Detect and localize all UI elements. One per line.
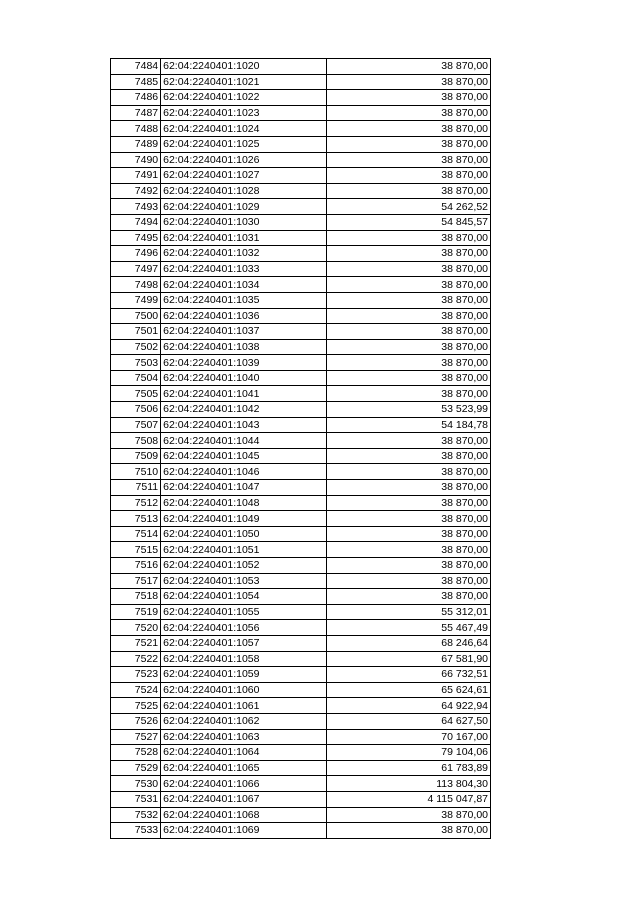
row-number-cell: 7509: [111, 448, 161, 464]
table-row: [111, 355, 491, 371]
cadastral-value-cell: 53 523,99: [326, 402, 490, 418]
cadastral-number-cell: 62:04:2240401:1026: [161, 152, 326, 168]
table-row: [111, 214, 491, 230]
cadastral-value-cell: 38 870,00: [326, 324, 490, 340]
cadastral-value-cell: 38 870,00: [326, 511, 490, 527]
cadastral-number-cell: 62:04:2240401:1033: [161, 261, 326, 277]
row-number-cell: 7531: [111, 791, 161, 807]
cadastral-number-cell: 62:04:2240401:1023: [161, 105, 326, 121]
table-row: [111, 277, 491, 293]
row-number-cell: 7527: [111, 729, 161, 745]
table-row: [111, 308, 491, 324]
row-number-cell: 7497: [111, 261, 161, 277]
cadastral-value-cell: 113 804,30: [326, 776, 490, 792]
cadastral-value-cell: 38 870,00: [326, 433, 490, 449]
row-number-cell: 7533: [111, 823, 161, 839]
row-number-cell: 7499: [111, 292, 161, 308]
cadastral-value-cell: 38 870,00: [326, 230, 490, 246]
cadastral-number-cell: 62:04:2240401:1054: [161, 589, 326, 605]
cadastral-value-cell: 65 624,61: [326, 682, 490, 698]
table-row: [111, 823, 491, 839]
row-number-cell: 7532: [111, 807, 161, 823]
cadastral-number-cell: 62:04:2240401:1062: [161, 713, 326, 729]
cadastral-number-cell: 62:04:2240401:1028: [161, 183, 326, 199]
cadastral-value-cell: 38 870,00: [326, 464, 490, 480]
cadastral-number-cell: 62:04:2240401:1046: [161, 464, 326, 480]
table-row: [111, 651, 491, 667]
table-row: [111, 495, 491, 511]
table-row: [111, 635, 491, 651]
row-number-cell: 7526: [111, 713, 161, 729]
table-row: [111, 261, 491, 277]
cadastral-number-cell: 62:04:2240401:1042: [161, 402, 326, 418]
row-number-cell: 7504: [111, 370, 161, 386]
cadastral-value-cell: 54 262,52: [326, 199, 490, 215]
row-number-cell: 7523: [111, 667, 161, 683]
cadastral-value-cell: 38 870,00: [326, 121, 490, 137]
row-number-cell: 7522: [111, 651, 161, 667]
cadastral-value-cell: 55 467,49: [326, 620, 490, 636]
table-row: [111, 729, 491, 745]
row-number-cell: 7508: [111, 433, 161, 449]
cadastral-number-cell: 62:04:2240401:1064: [161, 745, 326, 761]
row-number-cell: 7521: [111, 635, 161, 651]
cadastral-value-cell: 38 870,00: [326, 105, 490, 121]
cadastral-value-cell: 61 783,89: [326, 760, 490, 776]
cadastral-number-cell: 62:04:2240401:1061: [161, 698, 326, 714]
table-row: [111, 370, 491, 386]
cadastral-value-cell: 38 870,00: [326, 74, 490, 90]
table-row: [111, 105, 491, 121]
cadastral-value-cell: 38 870,00: [326, 823, 490, 839]
table-row: [111, 807, 491, 823]
table-row: [111, 776, 491, 792]
row-number-cell: 7490: [111, 152, 161, 168]
cadastral-number-cell: 62:04:2240401:1039: [161, 355, 326, 371]
cadastral-value-cell: 38 870,00: [326, 589, 490, 605]
row-number-cell: 7505: [111, 386, 161, 402]
cadastral-number-cell: 62:04:2240401:1057: [161, 635, 326, 651]
table-row: [111, 480, 491, 496]
row-number-cell: 7507: [111, 417, 161, 433]
row-number-cell: 7530: [111, 776, 161, 792]
row-number-cell: 7488: [111, 121, 161, 137]
table-row: [111, 745, 491, 761]
cadastral-value-cell: 38 870,00: [326, 558, 490, 574]
cadastral-number-cell: 62:04:2240401:1036: [161, 308, 326, 324]
table-row: [111, 433, 491, 449]
row-number-cell: 7528: [111, 745, 161, 761]
row-number-cell: 7487: [111, 105, 161, 121]
cadastral-number-cell: 62:04:2240401:1030: [161, 214, 326, 230]
cadastral-number-cell: 62:04:2240401:1059: [161, 667, 326, 683]
table-row: [111, 713, 491, 729]
table-row: [111, 339, 491, 355]
cadastral-value-cell: 38 870,00: [326, 152, 490, 168]
cadastral-number-cell: 62:04:2240401:1050: [161, 526, 326, 542]
cadastral-number-cell: 62:04:2240401:1058: [161, 651, 326, 667]
row-number-cell: 7501: [111, 324, 161, 340]
table-row: [111, 511, 491, 527]
row-number-cell: 7496: [111, 246, 161, 262]
row-number-cell: 7524: [111, 682, 161, 698]
table-row: [111, 74, 491, 90]
table-row: [111, 90, 491, 106]
cadastral-value-cell: 70 167,00: [326, 729, 490, 745]
cadastral-number-cell: 62:04:2240401:1066: [161, 776, 326, 792]
cadastral-value-table: [110, 58, 491, 839]
row-number-cell: 7510: [111, 464, 161, 480]
cadastral-value-cell: 38 870,00: [326, 246, 490, 262]
cadastral-number-cell: 62:04:2240401:1043: [161, 417, 326, 433]
cadastral-value-cell: 38 870,00: [326, 807, 490, 823]
cadastral-number-cell: 62:04:2240401:1029: [161, 199, 326, 215]
cadastral-number-cell: 62:04:2240401:1053: [161, 573, 326, 589]
cadastral-value-cell: 4 115 047,87: [326, 791, 490, 807]
cadastral-value-cell: 38 870,00: [326, 308, 490, 324]
cadastral-value-cell: 38 870,00: [326, 168, 490, 184]
row-number-cell: 7498: [111, 277, 161, 293]
row-number-cell: 7491: [111, 168, 161, 184]
table-row: [111, 246, 491, 262]
row-number-cell: 7502: [111, 339, 161, 355]
cadastral-value-cell: 67 581,90: [326, 651, 490, 667]
table-row: [111, 526, 491, 542]
cadastral-number-cell: 62:04:2240401:1055: [161, 604, 326, 620]
cadastral-number-cell: 62:04:2240401:1022: [161, 90, 326, 106]
cadastral-value-cell: 38 870,00: [326, 277, 490, 293]
cadastral-value-cell: 38 870,00: [326, 183, 490, 199]
cadastral-number-cell: 62:04:2240401:1038: [161, 339, 326, 355]
table-row: [111, 199, 491, 215]
row-number-cell: 7517: [111, 573, 161, 589]
cadastral-value-cell: 38 870,00: [326, 495, 490, 511]
table-row: [111, 448, 491, 464]
cadastral-number-cell: 62:04:2240401:1051: [161, 542, 326, 558]
cadastral-number-cell: 62:04:2240401:1060: [161, 682, 326, 698]
row-number-cell: 7525: [111, 698, 161, 714]
table-row: [111, 230, 491, 246]
cadastral-value-cell: 54 184,78: [326, 417, 490, 433]
row-number-cell: 7518: [111, 589, 161, 605]
table-row: [111, 620, 491, 636]
cadastral-number-cell: 62:04:2240401:1034: [161, 277, 326, 293]
row-number-cell: 7515: [111, 542, 161, 558]
table-row: [111, 464, 491, 480]
row-number-cell: 7486: [111, 90, 161, 106]
cadastral-value-cell: 38 870,00: [326, 90, 490, 106]
row-number-cell: 7493: [111, 199, 161, 215]
cadastral-number-cell: 62:04:2240401:1041: [161, 386, 326, 402]
cadastral-value-cell: 54 845,57: [326, 214, 490, 230]
cadastral-number-cell: 62:04:2240401:1068: [161, 807, 326, 823]
table-row: [111, 760, 491, 776]
table-row: [111, 682, 491, 698]
table-row: [111, 558, 491, 574]
cadastral-value-cell: 38 870,00: [326, 386, 490, 402]
row-number-cell: 7485: [111, 74, 161, 90]
cadastral-value-cell: 64 922,94: [326, 698, 490, 714]
cadastral-number-cell: 62:04:2240401:1025: [161, 136, 326, 152]
table-row: [111, 136, 491, 152]
cadastral-value-cell: 38 870,00: [326, 370, 490, 386]
table-row: [111, 121, 491, 137]
cadastral-value-cell: 38 870,00: [326, 136, 490, 152]
cadastral-value-cell: 38 870,00: [326, 261, 490, 277]
cadastral-value-cell: 38 870,00: [326, 292, 490, 308]
cadastral-value-cell: 38 870,00: [326, 573, 490, 589]
row-number-cell: 7519: [111, 604, 161, 620]
cadastral-number-cell: 62:04:2240401:1048: [161, 495, 326, 511]
cadastral-value-cell: 38 870,00: [326, 448, 490, 464]
cadastral-value-cell: 38 870,00: [326, 526, 490, 542]
row-number-cell: 7500: [111, 308, 161, 324]
table-row: [111, 791, 491, 807]
cadastral-number-cell: 62:04:2240401:1037: [161, 324, 326, 340]
row-number-cell: 7516: [111, 558, 161, 574]
cadastral-number-cell: 62:04:2240401:1052: [161, 558, 326, 574]
row-number-cell: 7484: [111, 59, 161, 75]
row-number-cell: 7503: [111, 355, 161, 371]
row-number-cell: 7495: [111, 230, 161, 246]
table-row: [111, 292, 491, 308]
table-row: [111, 324, 491, 340]
table-row: [111, 589, 491, 605]
cadastral-value-cell: 68 246,64: [326, 635, 490, 651]
row-number-cell: 7511: [111, 480, 161, 496]
table-row: [111, 417, 491, 433]
cadastral-number-cell: 62:04:2240401:1031: [161, 230, 326, 246]
table-row: [111, 59, 491, 75]
table-row: [111, 698, 491, 714]
table-row: [111, 152, 491, 168]
cadastral-value-cell: 79 104,06: [326, 745, 490, 761]
row-number-cell: 7520: [111, 620, 161, 636]
table-row: [111, 667, 491, 683]
cadastral-number-cell: 62:04:2240401:1040: [161, 370, 326, 386]
table-body: [111, 59, 491, 839]
row-number-cell: 7494: [111, 214, 161, 230]
cadastral-number-cell: 62:04:2240401:1027: [161, 168, 326, 184]
cadastral-value-cell: 64 627,50: [326, 713, 490, 729]
cadastral-number-cell: 62:04:2240401:1047: [161, 480, 326, 496]
cadastral-number-cell: 62:04:2240401:1035: [161, 292, 326, 308]
row-number-cell: 7514: [111, 526, 161, 542]
cadastral-value-cell: 55 312,01: [326, 604, 490, 620]
cadastral-number-cell: 62:04:2240401:1067: [161, 791, 326, 807]
table-row: [111, 402, 491, 418]
table-row: [111, 573, 491, 589]
cadastral-number-cell: 62:04:2240401:1069: [161, 823, 326, 839]
cadastral-number-cell: 62:04:2240401:1021: [161, 74, 326, 90]
table-row: [111, 604, 491, 620]
row-number-cell: 7512: [111, 495, 161, 511]
table-row: [111, 542, 491, 558]
table-row: [111, 168, 491, 184]
cadastral-value-cell: 38 870,00: [326, 542, 490, 558]
cadastral-value-cell: 38 870,00: [326, 480, 490, 496]
cadastral-value-cell: 38 870,00: [326, 59, 490, 75]
cadastral-value-cell: 38 870,00: [326, 355, 490, 371]
cadastral-number-cell: 62:04:2240401:1063: [161, 729, 326, 745]
row-number-cell: 7529: [111, 760, 161, 776]
row-number-cell: 7489: [111, 136, 161, 152]
row-number-cell: 7492: [111, 183, 161, 199]
cadastral-number-cell: 62:04:2240401:1056: [161, 620, 326, 636]
row-number-cell: 7506: [111, 402, 161, 418]
cadastral-number-cell: 62:04:2240401:1024: [161, 121, 326, 137]
cadastral-number-cell: 62:04:2240401:1032: [161, 246, 326, 262]
row-number-cell: 7513: [111, 511, 161, 527]
cadastral-value-cell: 66 732,51: [326, 667, 490, 683]
table-row: [111, 386, 491, 402]
cadastral-number-cell: 62:04:2240401:1020: [161, 59, 326, 75]
cadastral-number-cell: 62:04:2240401:1065: [161, 760, 326, 776]
cadastral-number-cell: 62:04:2240401:1044: [161, 433, 326, 449]
cadastral-number-cell: 62:04:2240401:1049: [161, 511, 326, 527]
cadastral-number-cell: 62:04:2240401:1045: [161, 448, 326, 464]
cadastral-value-cell: 38 870,00: [326, 339, 490, 355]
table-row: [111, 183, 491, 199]
